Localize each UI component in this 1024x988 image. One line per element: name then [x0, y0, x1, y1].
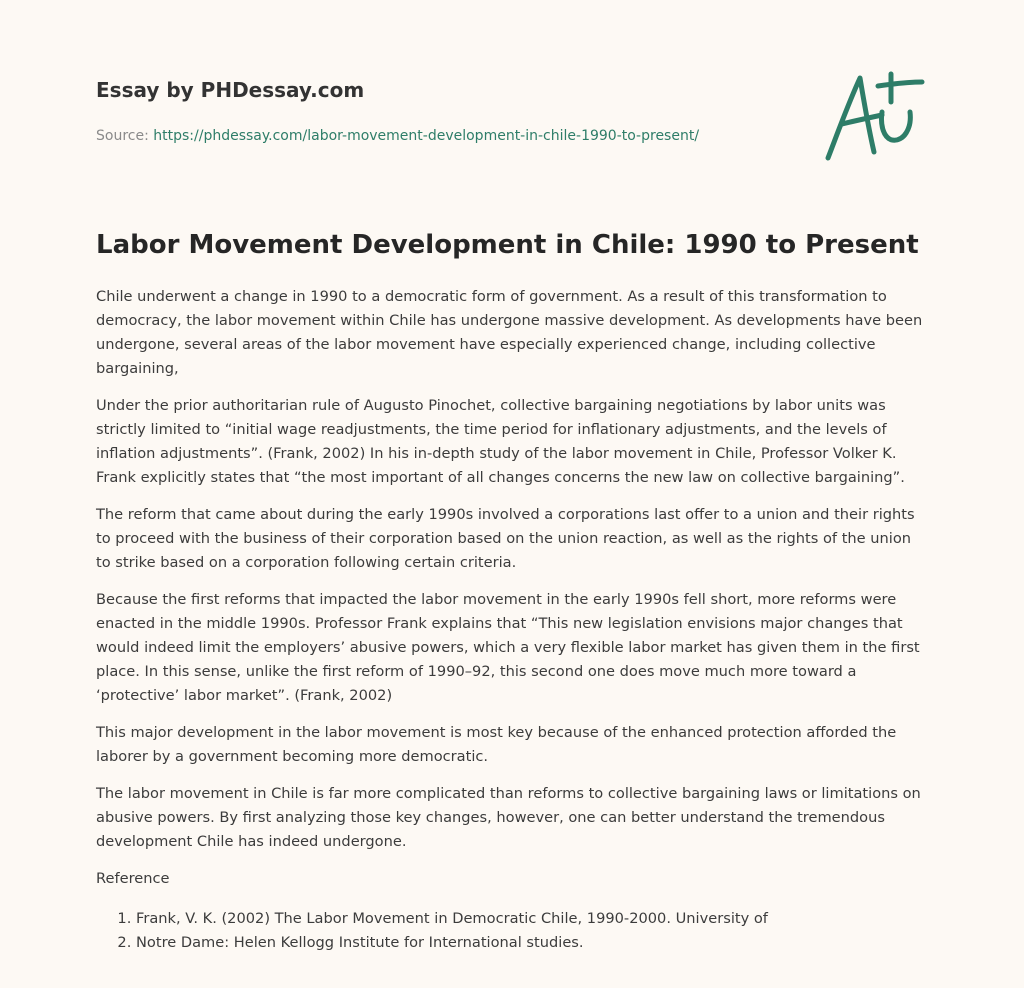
- essay-paragraph: Chile underwent a change in 1990 to a democratic form of government. As a result of this transformation to democracy, the labor movement within Chile has undergone massive development. As developments have been undergone, several areas of the labor movement have especially experienced change, including collective bargaining,: [96, 288, 923, 377]
- essay-title: Labor Movement Development in Chile: 1990 to Present: [96, 230, 919, 260]
- reference-heading: Reference: [96, 870, 170, 887]
- essay-paragraph: Because the first reforms that impacted the labor movement in the early 1990s fell short, more reforms were enacted in the middle 1990s. Professor Frank explains that “This new legislation envisions major changes that would indeed limit the employers’ abusive powers, which a very flexible labor market has given them in the first place. In this sense, unlike the first reform of 1990–92, this second one does move much more toward a ‘protective’ labor market”. (Frank, 2002): [96, 591, 920, 704]
- reference-list: [96, 907, 930, 955]
- essay-header: [96, 76, 796, 146]
- source-line: [96, 126, 796, 146]
- essay-paragraph: Under the prior authoritarian rule of Augusto Pinochet, collective bargaining negotiations by labor units was strictly limited to “initial wage readjustments, the time period for inflationary adjustments, and the levels of inflation adjustments”. (Frank, 2002) In his in-depth study of the labor movement in Chile, Professor Volker K. Frank explicitly states that “the most important of all changes concerns the new law on collective bargaining”.: [96, 397, 905, 486]
- essay-paragraph: The labor movement in Chile is far more complicated than reforms to collective bargaining laws or limitations on abusive powers. By first analyzing those key changes, however, one can better understand the tremendous development Chile has indeed undergone.: [96, 785, 921, 850]
- reference-item: 2. Notre Dame: Helen Kellogg Institute for International studies.: [136, 931, 930, 955]
- a-plus-logo-icon: [820, 66, 930, 166]
- essay-paragraph: This major development in the labor movement is most key because of the enhanced protection afforded the laborer by a government becoming more democratic.: [96, 724, 897, 765]
- source-link[interactable]: https://phdessay.com/labor-movement-development-in-chile-1990-to-present/: [153, 128, 700, 144]
- essay-paragraph: The reform that came about during the early 1990s involved a corporations last offer to a union and their rights to proceed with the business of their corporation based on the union reaction, as well as the rights of the union to strike based on a corporation following certain criteria.: [96, 506, 915, 571]
- reference-item: 1. Frank, V. K. (2002) The Labor Movement in Democratic Chile, 1990-2000. University of: [136, 907, 930, 931]
- essay-body: [96, 285, 930, 955]
- site-brand: Essay by PHDessay.com: [96, 78, 365, 102]
- source-label: Source:: [96, 128, 154, 144]
